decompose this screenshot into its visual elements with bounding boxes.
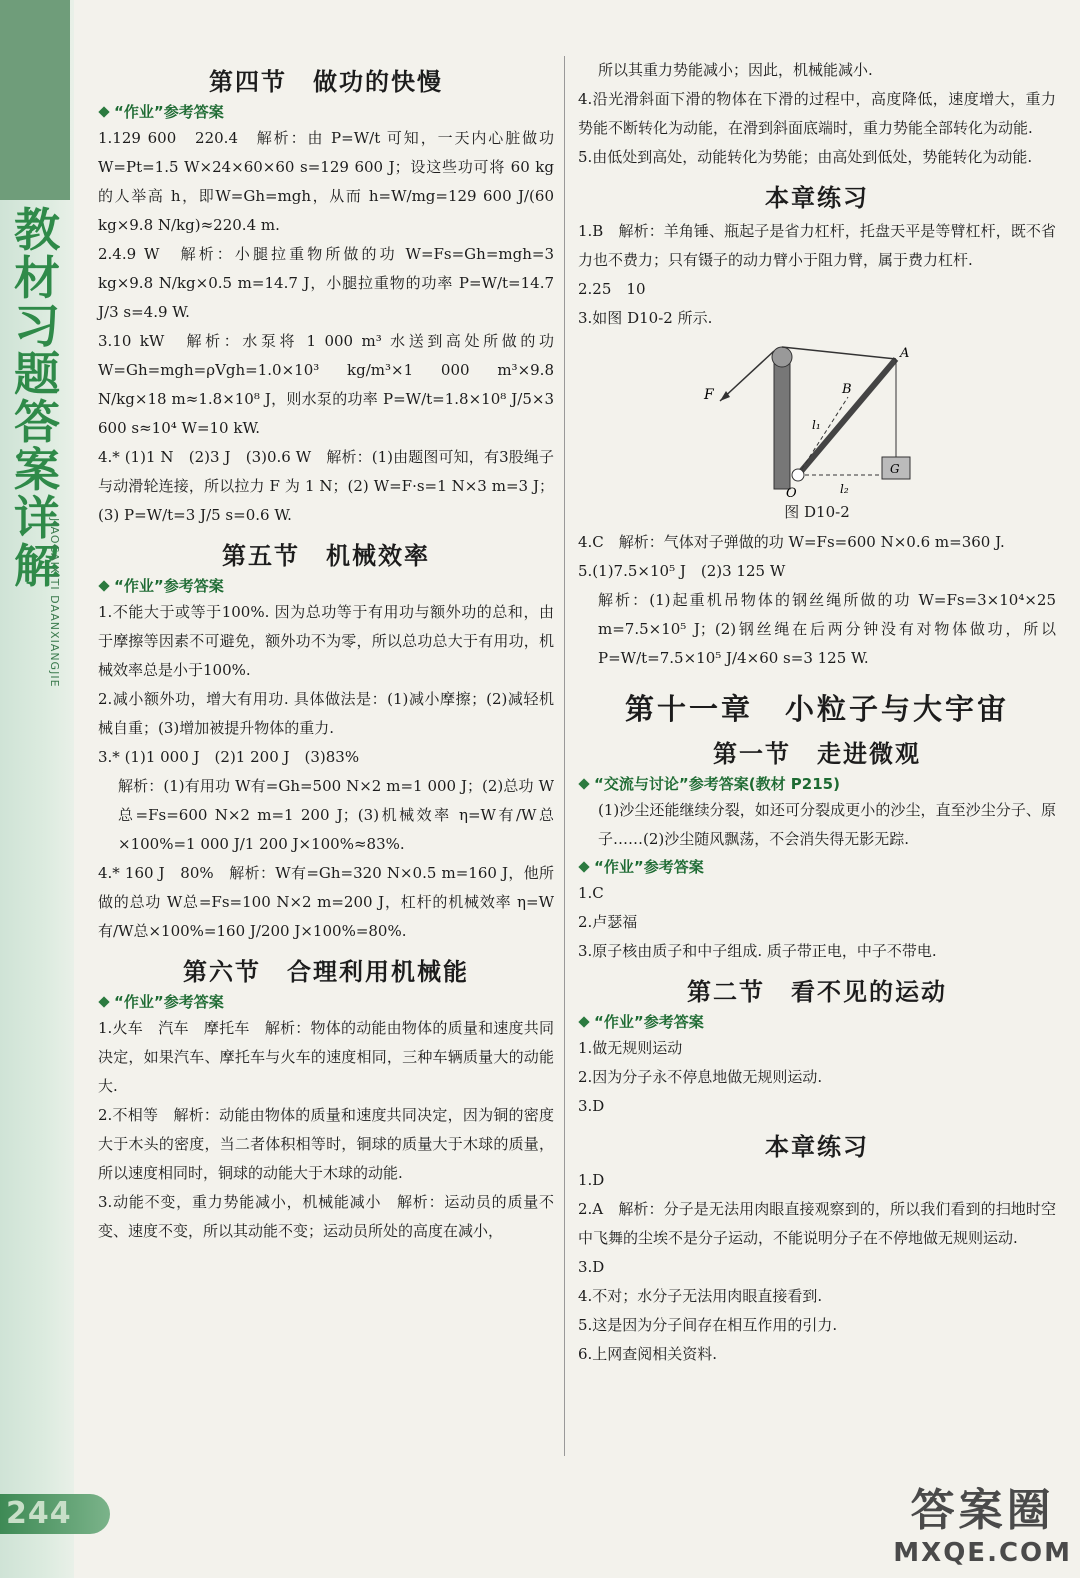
answer-item: 4.* (1)1 N (2)3 J (3)0.6 W 解析：(1)由题图可知，有3股绳子与动滑轮连接，所以拉力 F 为 1 N；(2) W=F·s=1 N×3 m=3 J；(3) P=W/t=3 J/5 s=0.6 W.: [98, 448, 554, 524]
answer-item: 1.做无规则运动: [578, 1039, 683, 1057]
answer-label: “交流与讨论”参考答案(教材 P215): [578, 773, 1056, 794]
section-title: 第六节 合理利用机械能: [183, 958, 469, 986]
series-pinyin: JIAOCAIXITI DAANXIANGJIE: [48, 518, 61, 688]
diamond-icon: [98, 996, 109, 1007]
page-number: 244: [6, 1496, 72, 1531]
answer-item: 6.上网查阅相关资料.: [578, 1345, 718, 1363]
answer-label: “作业”参考答案: [578, 856, 1056, 877]
rope: [782, 347, 896, 359]
label-l2: l₂: [840, 482, 849, 496]
sidebar: [0, 0, 74, 1578]
diamond-icon: [98, 106, 109, 117]
answer-label: “作业”参考答案: [578, 1011, 1056, 1032]
pivot: [792, 469, 804, 481]
answer-item: 3.动能不变，重力势能减小，机械能减小 解析：运动员的质量不变、速度不变，所以其动能不变；运动员所处的高度在减小，: [98, 1193, 554, 1240]
label-A: A: [900, 346, 910, 361]
answer-item: 4.* 160 J 80% 解析：W有=Gh=320 N×0.5 m=160 J，他所做的总功 W总=Fs=100 N×2 m=200 J，杠杆的机械效率 η=W有/W总×100%=160 J/200 J×100%=80%.: [98, 864, 554, 940]
sidebar-band: [0, 0, 70, 200]
answer-item: 2.A 解析：分子是无法用肉眼直接观察到的，所以我们看到的扫地时空中飞舞的尘埃不是分子运动，不能说明分子在不停地做无规则运动.: [578, 1200, 1056, 1247]
watermark-url: MXQE.COM: [893, 1538, 1072, 1568]
answer-item: 5.(1)7.5×10⁵ J (2)3 125 W: [578, 562, 786, 580]
label-B: B: [842, 382, 852, 397]
answer-explanation: 解析：(1)起重机吊物体的钢丝绳所做的功 W=Fs=3×10⁴×25 m=7.5×10⁵ J；(2)钢丝绳在后两分钟没有对物体做功，所以 P=W/t=7.5×10⁵ J/4×60 s=3 125 W.: [598, 591, 1056, 667]
pulley: [772, 347, 792, 367]
diamond-icon: [578, 1016, 589, 1027]
left-column: [98, 56, 554, 1246]
answer-item: 3.如图 D10-2 所示.: [578, 309, 713, 327]
answer-item: 4.沿光滑斜面下滑的物体在下滑的过程中，高度降低，速度增大，重力势能不断转化为动能，在滑到斜面底端时，重力势能全部转化为动能.: [578, 90, 1056, 137]
section-title: 第四节 做功的快慢: [209, 68, 443, 96]
answer-item: 1.129 600 220.4 解析：由 P=W/t 可知，一天内心脏做功 W=Pt=1.5 W×24×60×60 s=129 600 J；设这些功可将 60 kg 的人举高 h，即W=Gh=mgh，从而 h=W/mg=129 600 J/(60 kg×9.8 N/kg)≈220.4 m.: [98, 129, 554, 234]
right-column: [578, 56, 1056, 1369]
answer-item: 2.25 10: [578, 280, 646, 298]
diamond-icon: [578, 861, 589, 872]
answer-item: 2.因为分子永不停息地做无规则运动.: [578, 1068, 823, 1086]
chapter-title: 第十一章 小粒子与大宇宙: [624, 692, 1009, 726]
label-F: F: [704, 387, 714, 403]
answer-item: 3.原子核由质子和中子组成. 质子带正电，中子不带电.: [578, 942, 937, 960]
section-title: 第五节 机械效率: [222, 542, 430, 570]
section-title: 本章练习: [765, 184, 869, 212]
answer-item: 2.4.9 W 解析：小腿拉重物所做的功 W=Fs=Gh=mgh=3 kg×9.8 N/kg×0.5 m=14.7 J，小腿拉重物的功率 P=W/t=14.7 J/3 s=4.9 W.: [98, 245, 554, 321]
answer-item: 4.C 解析：气体对子弹做的功 W=Fs=600 N×0.6 m=360 J.: [578, 533, 1005, 551]
column-divider: [564, 56, 565, 1456]
answer-label: “作业”参考答案: [98, 101, 554, 122]
answer-item: 1.B 解析：羊角锤、瓶起子是省力杠杆，托盘天平是等臂杠杆，既不省力也不费力；只有镊子的动力臂小于阻力臂，属于费力杠杆.: [578, 222, 1056, 269]
figure-caption: 图 D10-2: [784, 503, 850, 521]
discussion-answer: (1)沙尘还能继续分裂，如还可分裂成更小的沙尘，直至沙尘分子、原子……(2)沙尘随风飘荡，不会消失得无影无踪.: [598, 801, 1056, 848]
section-title: 第二节 看不见的运动: [687, 978, 947, 1006]
answer-item: 5.由低处到高处，动能转化为势能；由高处到低处，势能转化为动能.: [578, 148, 1033, 166]
answer-item: 2.减小额外功，增大有用功. 具体做法是：(1)减小摩擦；(2)减轻机械自重；(3)增加被提升物体的重力.: [98, 690, 554, 737]
label-O: O: [786, 486, 797, 501]
answer-item: 4.不对；水分子无法用肉眼直接看到.: [578, 1287, 823, 1305]
watermark-text: 答案圈: [910, 1485, 1055, 1536]
answer-item: 所以其重力势能减小；因此，机械能减小.: [598, 61, 873, 79]
watermark-logo: [893, 1474, 1072, 1568]
answer-item: 1.D: [578, 1171, 605, 1189]
label-l1: l₁: [812, 418, 821, 432]
diamond-icon: [98, 580, 109, 591]
wall-post: [774, 357, 790, 489]
lever-figure: [578, 337, 1056, 501]
answer-item: 1.不能大于或等于100%. 因为总功等于有用功与额外功的总和，由于摩擦等因素不可避免，额外功不为零，所以总功总大于有用功，机械效率总是小于100%.: [98, 603, 554, 679]
force-arrow: [720, 351, 774, 401]
answer-item: 2.不相等 解析：动能由物体的质量和速度共同决定，因为铜的密度大于木头的密度，当二者体积相等时，铜球的质量大于木球的质量，所以速度相同时，铜球的动能大于木球的动能.: [98, 1106, 554, 1182]
section-title: 第一节 走进微观: [713, 740, 921, 768]
label-G: G: [890, 462, 900, 476]
section-title: 本章练习: [765, 1133, 869, 1161]
answer-label: “作业”参考答案: [98, 575, 554, 596]
answer-item: 3.D: [578, 1097, 605, 1115]
answer-item: 3.10 kW 解析：水泵将 1 000 m³ 水送到高处所做的功 W=Gh=mgh=ρVgh=1.0×10³ kg/m³×1 000 m³×9.8 N/kg×18 m≈1.8×10⁸ J，则水泵的功率 P=W/t=1.8×10⁸ J/5×3 600 s≈10⁴ W=10 kW.: [98, 332, 554, 437]
answer-item: 5.这是因为分子间存在相互作用的引力.: [578, 1316, 838, 1334]
answer-label: “作业”参考答案: [98, 991, 554, 1012]
answer-item: 2.卢瑟福: [578, 913, 638, 931]
lever-diagram: [578, 337, 1056, 501]
series-title: 教材习题答案详解: [14, 203, 60, 593]
answer-item: 3.* (1)1 000 J (2)1 200 J (3)83%: [98, 748, 360, 766]
answer-item: 1.C: [578, 884, 604, 902]
answer-item: 1.火车 汽车 摩托车 解析：物体的动能由物体的质量和速度共同决定，如果汽车、摩托车与火车的速度相同，三种车辆质量大的动能大.: [98, 1019, 554, 1095]
answer-explanation: 解析：(1)有用功 W有=Gh=500 N×2 m=1 000 J；(2)总功 W总=Fs=600 N×2 m=1 200 J；(3)机械效率 η=W有/W总×100%=1 000 J/1 200 J×100%≈83%.: [118, 777, 554, 853]
lever-arm: [798, 359, 896, 475]
diamond-icon: [578, 778, 589, 789]
answer-item: 3.D: [578, 1258, 605, 1276]
